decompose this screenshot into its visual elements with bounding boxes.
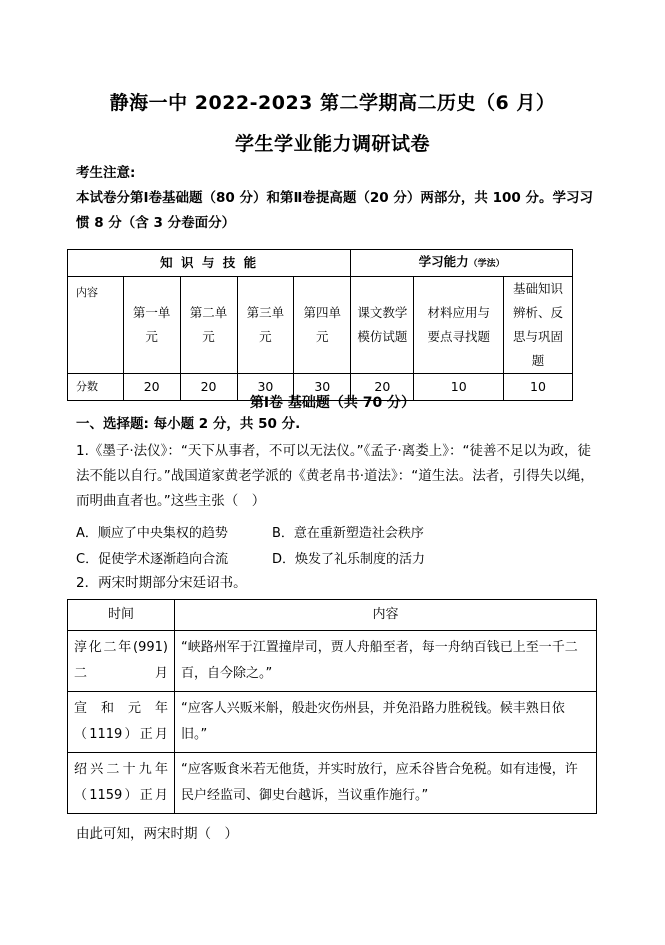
column-unit-3: 第三单元 bbox=[237, 277, 294, 374]
edict-time: 宣 和 元 年（1119）正月 bbox=[68, 692, 175, 753]
exam-title: 静海一中 2022-2023 第二学期高二历史（6 月） bbox=[109, 92, 556, 114]
table-row bbox=[68, 692, 597, 753]
edict-content: “应客人兴贩米斛，般赴灾伤州县，并免沿路力胜税钱。候丰熟日依旧。” bbox=[175, 692, 597, 753]
edict-content: “应客贩食米若无他货，并实时放行，应禾谷皆合免税。如有违慢，许民户经监司、御史台越诉，当议重作施行。” bbox=[175, 753, 597, 814]
question-1-option-b: B．意在重新塑造社会秩序 bbox=[272, 526, 424, 541]
multiple-choice-section-title: 一、选择题: 每小题 2 分，共 50 分. bbox=[76, 416, 301, 432]
edict-time: 绍兴二十九年（1159）正月 bbox=[68, 753, 175, 814]
question-1-option-d: D．焕发了礼乐制度的活力 bbox=[272, 552, 426, 567]
score-distribution-table bbox=[67, 249, 573, 401]
question-1-stem: 1.《墨子·法仪》：“天下从事者，不可以无法仪。”《孟子·离娄上》：“徒善不足以为政，徒法不能以自行。”战国道家黄老学派的《黄老帛书·道法》：“道生法。法者，引得失以绳，而明曲直者也。”这些主张（ ） bbox=[76, 443, 594, 509]
score-unit-4: 30 bbox=[294, 374, 351, 401]
score-imitation-questions: 20 bbox=[351, 374, 414, 401]
column-imitation-questions: 课文教学模仿试题 bbox=[351, 277, 414, 374]
table-row bbox=[68, 753, 597, 814]
score-unit-1: 20 bbox=[123, 374, 180, 401]
score-material-application: 10 bbox=[414, 374, 503, 401]
notice-body: 本试卷分第Ⅰ卷基础题（80 分）和第Ⅱ卷提高题（20 分）两部分，共 100 分。学习习惯 8 分（含 3 分卷面分） bbox=[76, 190, 593, 231]
edict-time: 淳化二年(991) 二月 bbox=[68, 631, 175, 692]
edict-content: “峡路州军于江置撞岸司，贾人舟船至者，每一舟纳百钱已上至一千二百，自今除之。” bbox=[175, 631, 597, 692]
column-material-application: 材料应用与要点寻找题 bbox=[414, 277, 503, 374]
exam-subtitle: 学生学业能力调研试卷 bbox=[234, 133, 430, 155]
question-1-option-c: C．促使学术逐渐趋向合流 bbox=[76, 552, 229, 567]
column-header-content: 内容 bbox=[175, 600, 597, 631]
question-2-prompt: 由此可知，两宋时期（ ） bbox=[76, 826, 238, 842]
notice-heading: 考生注意: bbox=[76, 165, 136, 181]
song-edicts-table bbox=[67, 599, 597, 814]
row-label-content: 内容 bbox=[68, 277, 124, 374]
section-heading: 第Ⅰ卷 基础题（共 70 分） bbox=[249, 395, 416, 411]
learning-ability-label: 学习能力 bbox=[418, 254, 469, 269]
score-basic-knowledge: 10 bbox=[503, 374, 572, 401]
column-unit-2: 第二单元 bbox=[180, 277, 237, 374]
column-unit-4: 第四单元 bbox=[294, 277, 351, 374]
knowledge-skills-header: 知 识 与 技 能 bbox=[68, 250, 351, 277]
question-1-option-a: A．顺应了中央集权的趋势 bbox=[76, 526, 228, 541]
column-unit-1: 第一单元 bbox=[123, 277, 180, 374]
column-header-time: 时间 bbox=[68, 600, 175, 631]
column-basic-knowledge: 基础知识辨析、反思与巩固题 bbox=[503, 277, 572, 374]
table-row bbox=[68, 631, 597, 692]
learning-ability-header bbox=[351, 250, 573, 277]
score-unit-3: 30 bbox=[237, 374, 294, 401]
learning-ability-note: （学法） bbox=[468, 259, 505, 269]
question-2-stem: 2．两宋时期部分宋廷诏书。 bbox=[76, 575, 247, 591]
score-unit-2: 20 bbox=[180, 374, 237, 401]
row-label-score: 分数 bbox=[68, 374, 124, 401]
